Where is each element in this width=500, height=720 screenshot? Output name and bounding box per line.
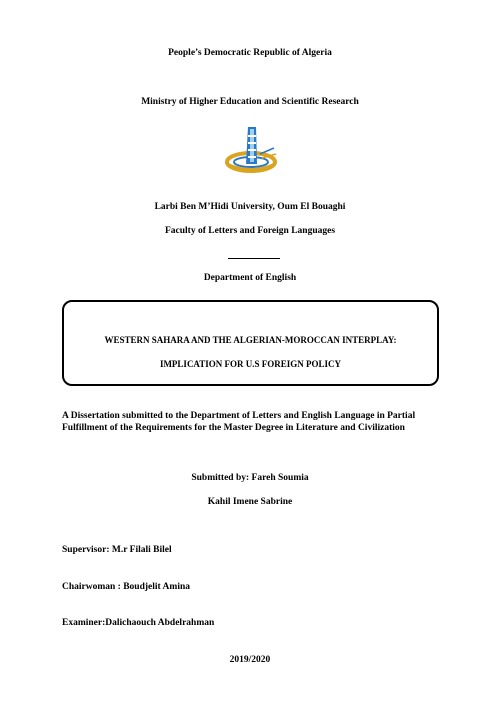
dissertation-title-line-2: IMPLICATION FOR U.S FOREIGN POLICY bbox=[159, 359, 342, 369]
university-name: Larbi Ben M’Hidi University, Oum El Bouaghi bbox=[154, 202, 346, 212]
republic-heading: People’s Democratic Republic of Algeria bbox=[168, 48, 332, 58]
dissertation-title-box bbox=[62, 300, 439, 386]
department-name: Department of English bbox=[203, 273, 297, 283]
supervisor-line: Supervisor: M.r Filali Bilel bbox=[62, 545, 172, 555]
dissertation-statement: A Dissertation submitted to the Department of Letters and English Language in Partial Fulfillment of the Requirements for the Master Degree in Literature and Civilization bbox=[62, 411, 416, 433]
faculty-name: Faculty of Letters and Foreign Languages bbox=[164, 226, 336, 236]
submitted-by-line-1: Submitted by: Fareh Soumia bbox=[191, 473, 309, 483]
divider-rule bbox=[228, 258, 280, 259]
academic-year: 2019/2020 bbox=[229, 655, 271, 665]
submitted-by-line-2: Kahil Imene Sabrine bbox=[207, 497, 293, 507]
examiner-line: Examiner:Dalichaouch Abdelrahman bbox=[62, 618, 215, 628]
ministry-heading: Ministry of Higher Education and Scientific Research bbox=[141, 97, 359, 107]
chairwoman-line: Chairwoman : Boudjelit Amina bbox=[62, 582, 190, 592]
dissertation-title-line-1: WESTERN SAHARA AND THE ALGERIAN-MOROCCAN INTERPLAY: bbox=[104, 335, 397, 345]
university-logo-icon bbox=[222, 124, 280, 176]
